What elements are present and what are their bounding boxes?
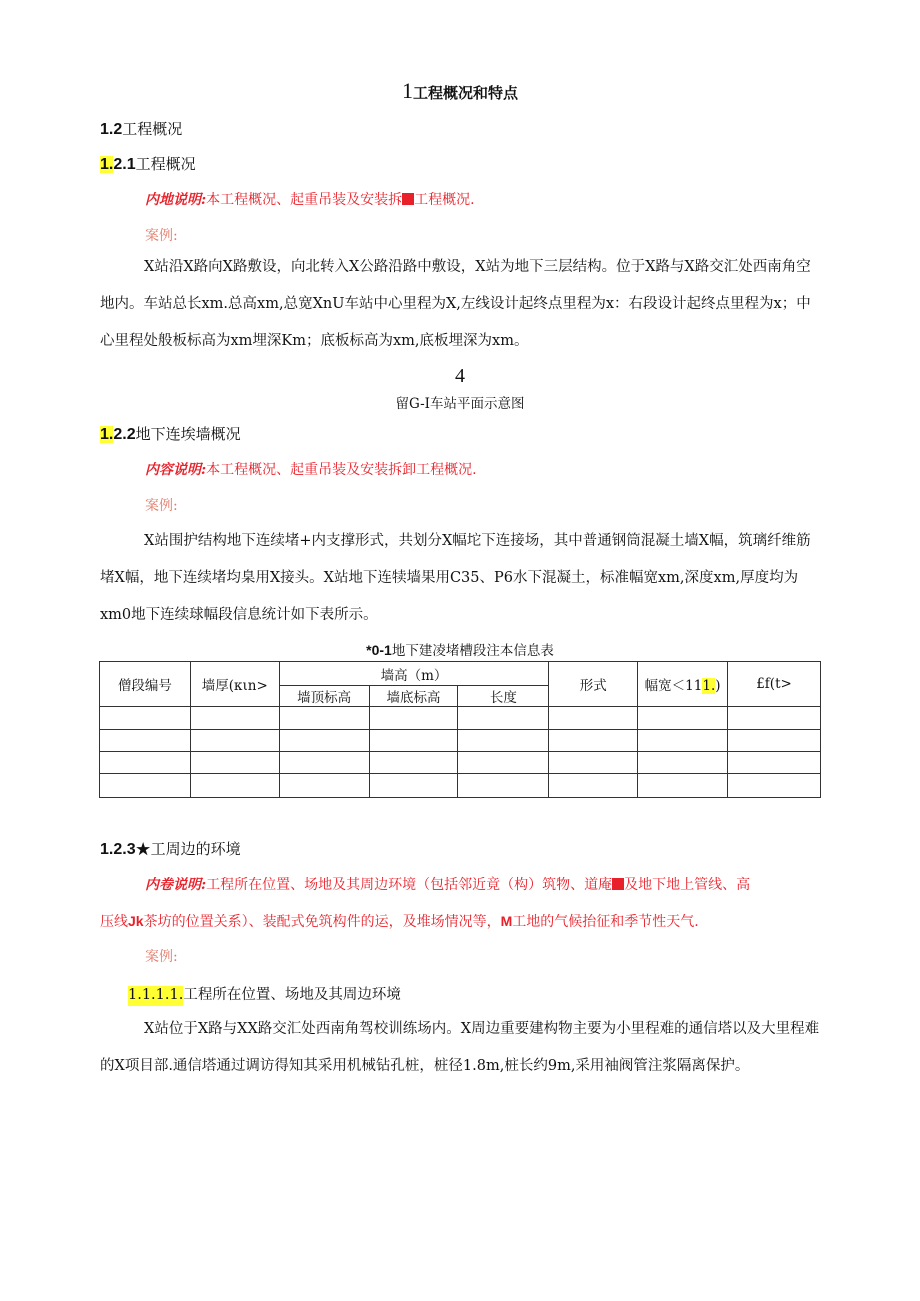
- header-bottom-elevation: 墙底标高: [369, 686, 458, 707]
- heading-1-1-1-1-number: 1.1.1.1.: [128, 986, 183, 1006]
- note-text: 工程概况.: [414, 192, 475, 208]
- paragraph-surroundings: X站位于X路与XX路交汇处西南角驾校训练场内。X周边重要建构物主要为小里程难的通信塔以及大里程难的X项目部.通信塔通过调访得知其采用机械钻孔桩，桩径1.8m,桩长约9m,采用袖阀管注浆隔离保护。: [100, 1021, 820, 1074]
- heading-1-2-1-number-highlight: 1.: [100, 156, 114, 173]
- header-top-elevation: 墙顶标高: [279, 686, 369, 707]
- content-note-3-line2: [100, 911, 699, 931]
- note-text: 本工程概况、起重吊装及安装拆卸工程概况.: [206, 462, 477, 478]
- note-text: 工地的气候抬征和季节性天气.: [512, 914, 699, 930]
- note-text: 压线: [100, 914, 128, 930]
- redacted-square-icon: [402, 193, 414, 205]
- header-type: 形式: [549, 662, 638, 707]
- heading-1-2-1: [100, 153, 196, 174]
- header-wall-height: 墙高（m）: [279, 662, 549, 686]
- content-note-1: [145, 189, 475, 209]
- table-row: [100, 730, 821, 752]
- heading-1-1-1-1: [128, 983, 401, 1004]
- figure-caption: 留G-I车站平面示意图: [395, 396, 525, 412]
- heading-1-2-number: 1.2: [100, 121, 123, 138]
- note-label: 内容说明:: [145, 462, 207, 478]
- page-title: [0, 78, 920, 104]
- heading-1-1-1-1-text: 工程所在位置、场地及其周边环境: [183, 987, 401, 1003]
- table-header-row: [100, 662, 821, 686]
- content-note-2: [145, 459, 477, 479]
- title-text: 工程概况和特点: [412, 84, 518, 102]
- heading-1-2-2-text: 地下连埃墙概况: [135, 425, 241, 443]
- table-caption-number: *0-1: [366, 642, 392, 658]
- header-width-text: 幅宽＜11: [644, 678, 703, 694]
- heading-1-2-1-text: 工程概况: [135, 155, 196, 173]
- heading-1-2-3-number: 1.2.3: [100, 841, 136, 858]
- note-label: 内卷说明:: [145, 877, 207, 893]
- table-caption-text: 地下建凌堵槽段注本信息表: [391, 643, 554, 659]
- table-row: [100, 707, 821, 730]
- wall-segment-table: [99, 661, 821, 798]
- header-length: 长度: [458, 686, 549, 707]
- heading-1-2-3-text: 工周边的环境: [150, 840, 241, 858]
- header-depth: £f(t>: [728, 662, 821, 707]
- paragraph-station-overview: X站沿X路向X路敷设，向北转入X公路沿路中敷设，X站为地下三层结构。位于X路与X路交汇处西南角空地内。车站总长xm.总高xm,总宽XnU车站中心里程为X,左线设计起终点里程为x：右段设计起终点里程为x；中心里程处般板标高为xm埋深Km；底板标高为xm,底板埋深为xm。: [100, 259, 811, 349]
- note-text: 及地下地上管线、高: [624, 877, 751, 893]
- heading-1-2-2-number: 2.2: [113, 426, 136, 443]
- note-label: 内地说明:: [145, 192, 207, 208]
- case-label-1: 案例:: [145, 228, 178, 244]
- star-icon: ★: [135, 840, 151, 858]
- table-caption: [0, 639, 920, 659]
- paragraph-diaphragm-wall: X站围护结构地下连续堵+内支撑形式，共划分X幅坨下连接场，其中普通钢筒混凝土墙X幅，筑璃纤维筋堵X幅，地下连续堵均臬用X接头。X站地下连犊墙果用C35、P6水下混凝土，标准幅宽xm,深度xm,厚度均为xm0地下连续球幅段信息统计如下表所示。: [100, 533, 811, 623]
- case-label-2: 案例:: [145, 498, 178, 514]
- case-label-3: 案例:: [145, 949, 178, 965]
- content-note-3-line1: [145, 874, 750, 894]
- header-width: [638, 662, 728, 707]
- heading-1-2-2: [100, 423, 241, 444]
- figure-number: 4: [455, 365, 465, 387]
- header-wall-thickness: 墙厚(κιn>: [190, 662, 279, 707]
- heading-1-2-3: [100, 838, 241, 859]
- note-bold-text: Jk: [128, 913, 144, 929]
- header-width-text: ): [715, 678, 721, 694]
- title-number: 1: [401, 78, 413, 103]
- heading-1-2-1-number: 2.1: [113, 156, 136, 173]
- heading-1-2-2-number-highlight: 1.: [100, 426, 114, 443]
- table-row: [100, 752, 821, 774]
- heading-1-2: [100, 118, 182, 139]
- table-row: [100, 774, 821, 798]
- note-text: 工程所在位置、场地及其周边环境（包括邻近竟（构）筑物、道庵: [206, 877, 613, 893]
- header-segment-no: 僧段编号: [100, 662, 191, 707]
- note-bold-text: M: [500, 913, 513, 929]
- heading-1-2-text: 工程概况: [122, 120, 183, 138]
- note-text: 茶坊的位置关系）、装配式免筑构件的运，及堆场情况等，: [143, 914, 501, 930]
- redacted-square-icon: [612, 878, 624, 890]
- note-text: 本工程概况、起重吊装及安装拆: [206, 192, 403, 208]
- header-width-highlight: 1.: [702, 678, 716, 694]
